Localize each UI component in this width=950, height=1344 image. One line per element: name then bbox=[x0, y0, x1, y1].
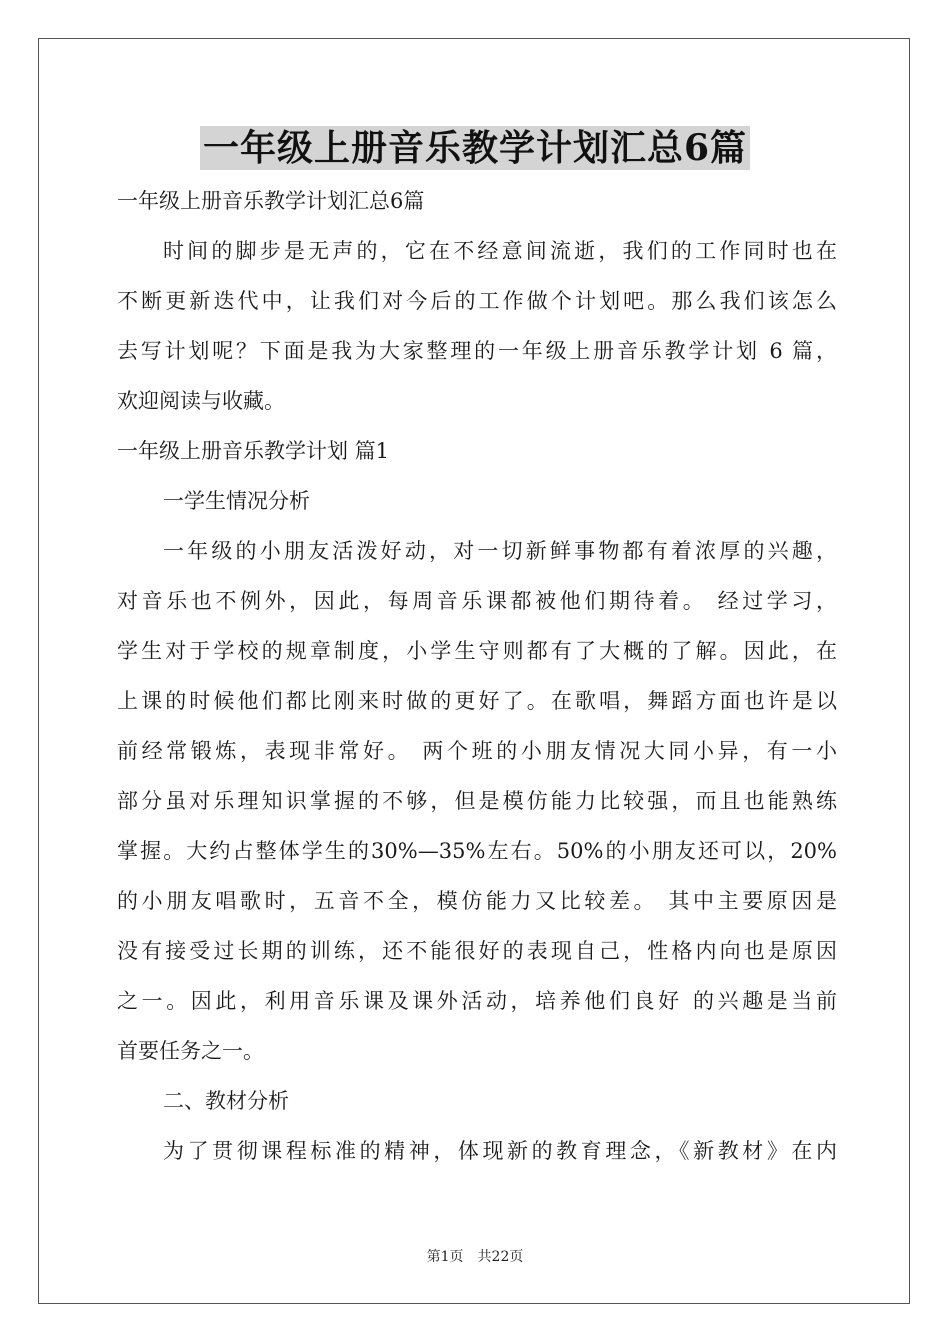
text-line: 之一。因此，利用音乐课及课外活动，培养他们良好 的兴趣是当前 bbox=[117, 989, 837, 1013]
text-line: 的小朋友唱歌时，五音不全，模仿能力又比较差。 其中主要原因是 bbox=[117, 889, 837, 913]
text-line: 一年级上册音乐教学计划汇总6篇 bbox=[117, 189, 425, 213]
page-number: 第1页 bbox=[426, 1249, 464, 1265]
document-title: 一年级上册音乐教学计划汇总6篇 bbox=[200, 126, 750, 170]
text-line: 为了贯彻课程标准的精神，体现新的教育理念，《新教材》在内 bbox=[163, 1139, 837, 1163]
text-line: 时间的脚步是无声的，它在不经意间流逝，我们的工作同时也在 bbox=[163, 239, 837, 263]
text-line: 不断更新迭代中，让我们对今后的工作做个计划吧。那么我们该怎么 bbox=[117, 289, 837, 313]
text-line: 一学生情况分析 bbox=[163, 489, 310, 513]
text-line: 首要任务之一。 bbox=[117, 1039, 264, 1063]
document-body bbox=[117, 176, 837, 1176]
text-line: 部分虽对乐理知识掌握的不够，但是模仿能力比较强，而且也能熟练 bbox=[117, 789, 837, 813]
text-line: 欢迎阅读与收藏。 bbox=[117, 389, 285, 413]
text-line: 没有接受过长期的训练，还不能很好的表现自己，性格内向也是原因 bbox=[117, 939, 837, 963]
text-line: 学生对于学校的规章制度，小学生守则都有了大概的了解。因此，在 bbox=[117, 639, 837, 663]
text-line: 对音乐也不例外，因此，每周音乐课都被他们期待着。 经过学习， bbox=[117, 589, 837, 613]
page-total: 共22页 bbox=[477, 1249, 524, 1265]
text-line: 掌握。大约占整体学生的30%—35%左右。50%的小朋友还可以，20% bbox=[117, 839, 837, 863]
text-line: 去写计划呢？下面是我为大家整理的一年级上册音乐教学计划 6 篇， bbox=[117, 339, 837, 363]
text-line: 一年级上册音乐教学计划 篇1 bbox=[117, 439, 390, 463]
text-line: 前经常锻炼，表现非常好。 两个班的小朋友情况大同小异，有一小 bbox=[117, 739, 837, 763]
text-line: 二、教材分析 bbox=[163, 1089, 289, 1113]
title-container bbox=[0, 126, 950, 170]
text-line: 上课的时候他们都比刚来时做的更好了。在歌唱，舞蹈方面也许是以 bbox=[117, 689, 837, 713]
page-footer bbox=[0, 1246, 950, 1266]
text-line: 一年级的小朋友活泼好动，对一切新鲜事物都有着浓厚的兴趣， bbox=[163, 539, 837, 563]
